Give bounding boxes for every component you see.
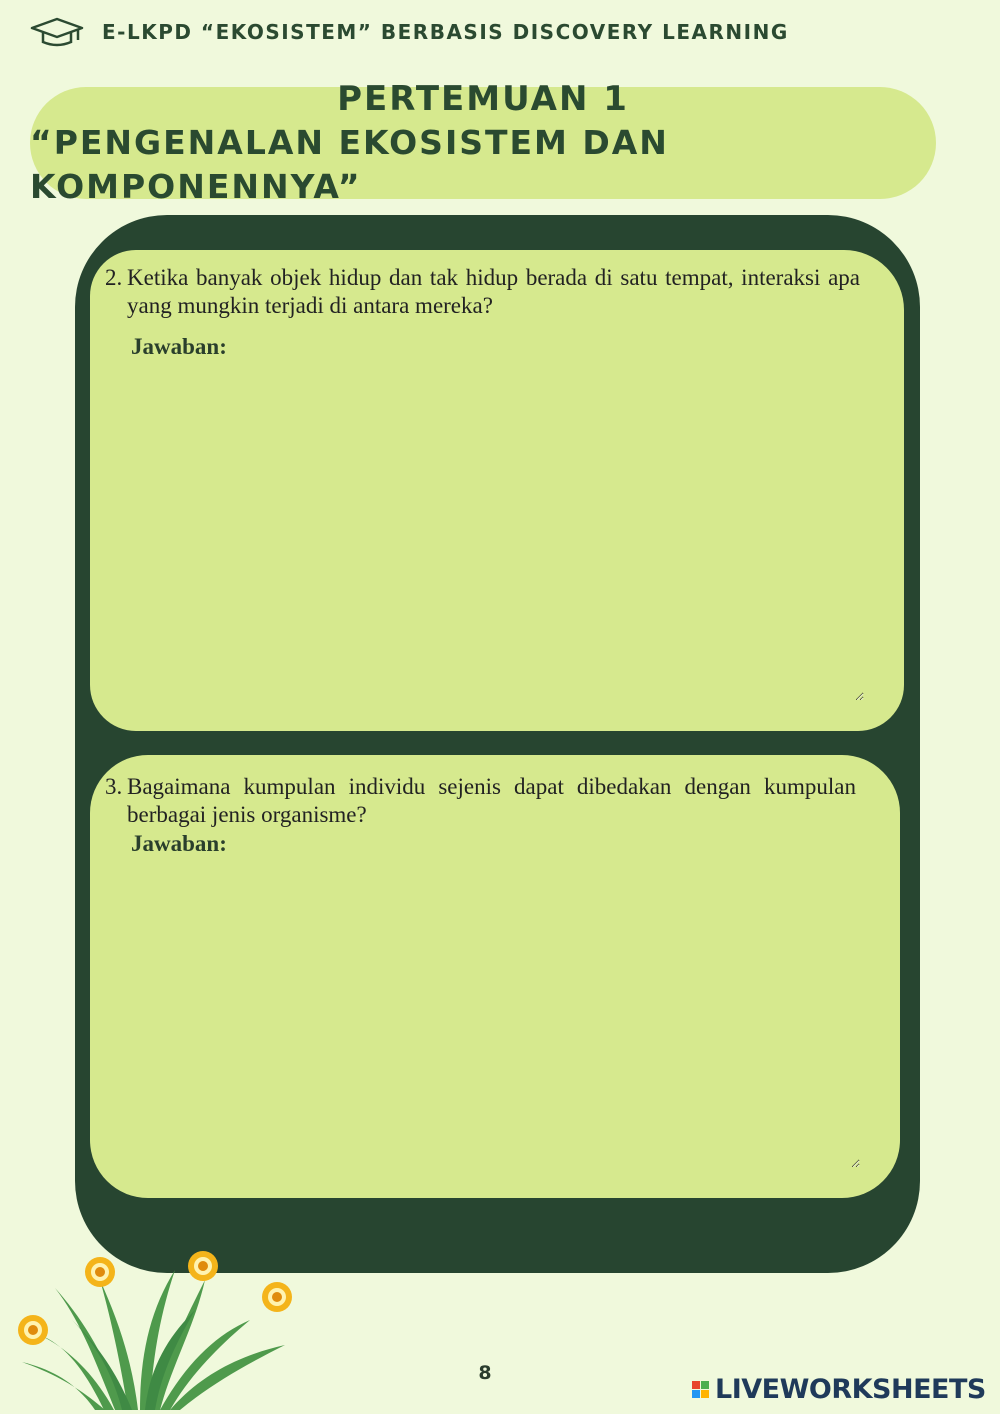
answer-label: Jawaban: xyxy=(131,831,227,856)
lesson-title-line-1: PERTEMUAN 1 xyxy=(337,79,629,119)
question-card-3 xyxy=(90,755,900,1198)
header-title: E-LKPD “EKOSISTEM” BERBASIS DISCOVERY LEARNING xyxy=(102,20,789,44)
question-3 xyxy=(105,773,856,829)
flower-icon xyxy=(188,1251,218,1281)
graduation-cap-icon xyxy=(30,16,84,48)
flower-icon xyxy=(85,1257,115,1287)
liveworksheets-logo-icon xyxy=(692,1381,709,1398)
question-number: 3. xyxy=(105,774,123,799)
question-number: 2. xyxy=(105,265,123,290)
page-header xyxy=(30,14,789,50)
question-text: Bagaimana kumpulan individu sejenis dapat dibedakan dengan kumpulan berbagai jenis organisme? xyxy=(127,774,856,827)
page-number: 8 xyxy=(478,1362,492,1384)
lesson-title-banner xyxy=(30,79,936,206)
flower-grass-illustration xyxy=(0,1240,320,1414)
lesson-title-line-2: “PENGENALAN EKOSISTEM DAN KOMPONENNYA” xyxy=(30,123,669,206)
liveworksheets-brand[interactable] xyxy=(692,1374,986,1405)
question-card-2 xyxy=(90,250,904,731)
brand-text: LIVEWORKSHEETS xyxy=(715,1374,986,1405)
answer-input-2[interactable] xyxy=(130,360,864,701)
question-text: Ketika banyak objek hidup dan tak hidup berada di satu tempat, interaksi apa yang mungkin terjadi di antara mereka? xyxy=(127,265,860,318)
answer-input-3[interactable] xyxy=(130,863,860,1168)
question-2 xyxy=(105,264,860,320)
answer-label: Jawaban: xyxy=(131,334,227,359)
flower-icon xyxy=(262,1282,292,1312)
flower-icon xyxy=(18,1315,48,1345)
